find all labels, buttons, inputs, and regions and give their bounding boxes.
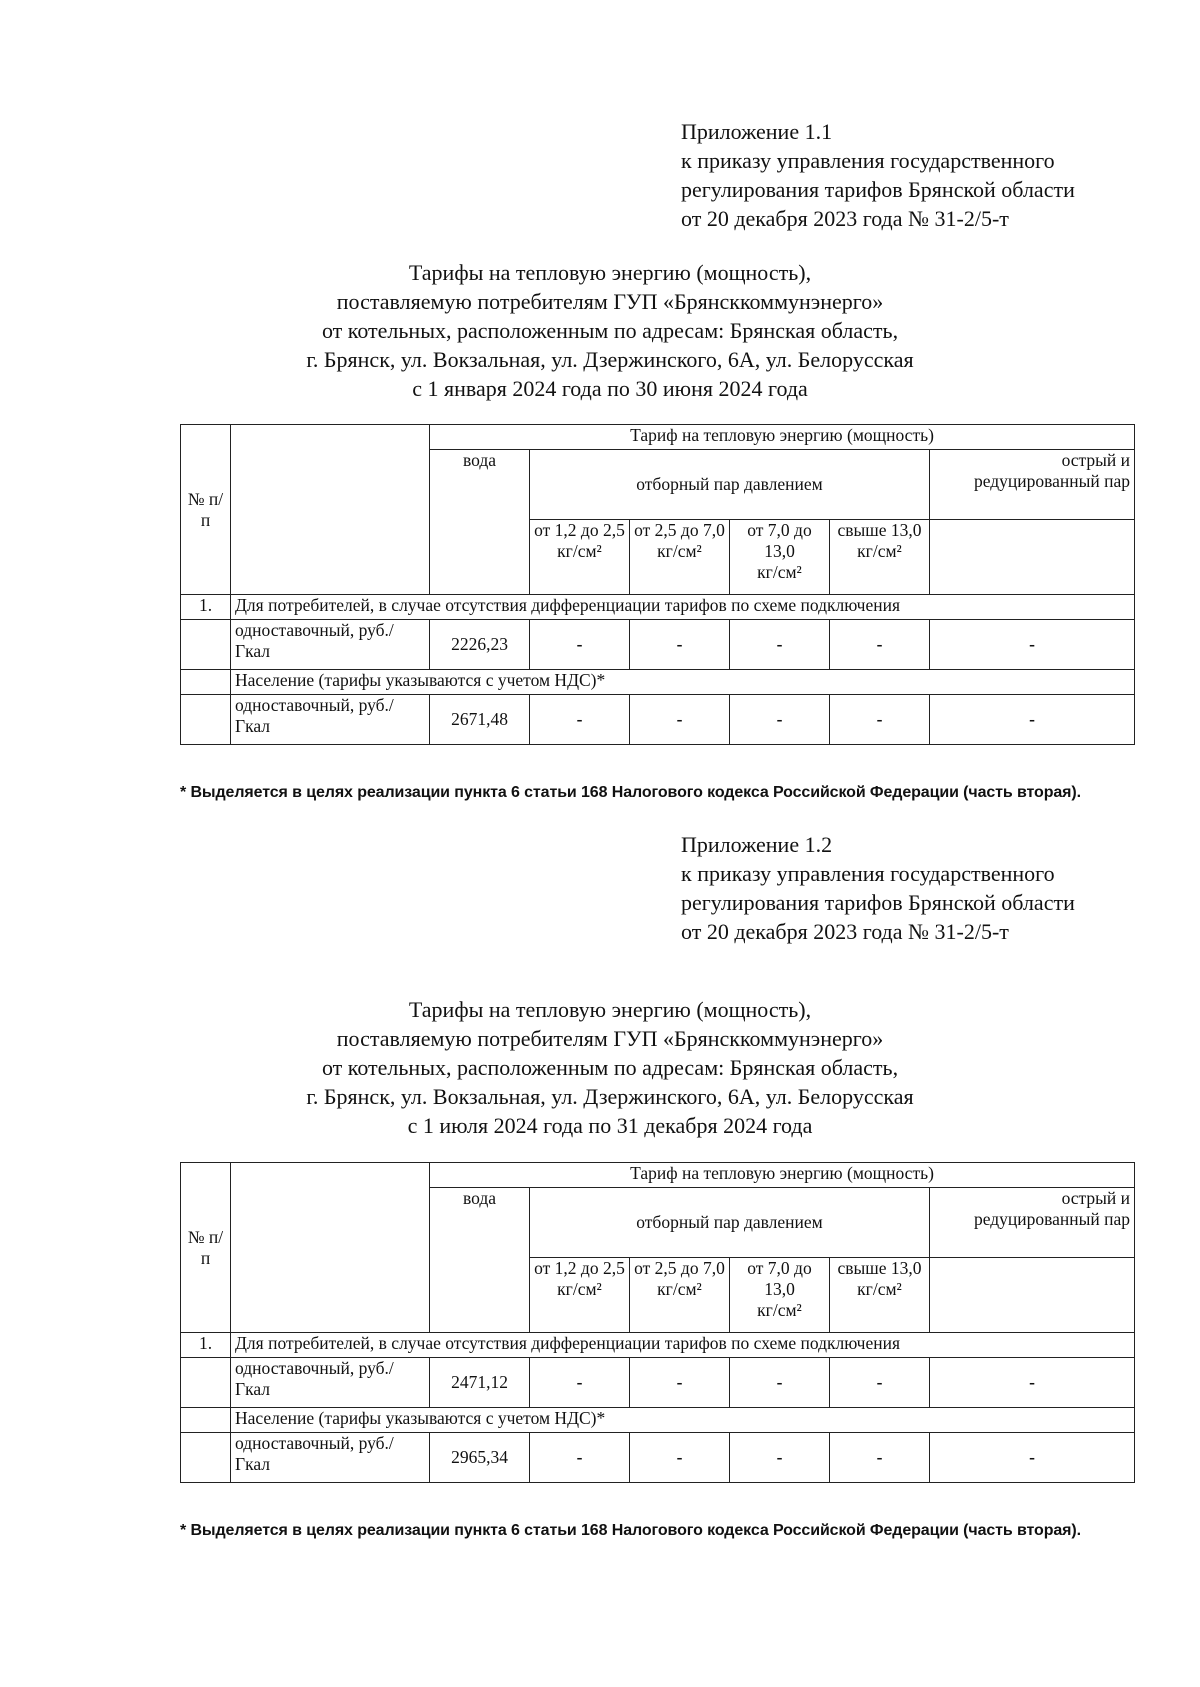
row-num-empty xyxy=(181,670,231,695)
tariff-title-2 xyxy=(180,995,1040,1140)
row-label: одноставочный, руб./Гкал xyxy=(231,695,430,745)
row-value-dash: - xyxy=(830,695,930,745)
title-line: г. Брянск, ул. Вокзальная, ул. Дзержинского, 6А, ул. Белорусская xyxy=(306,1084,914,1109)
row-value-dash: - xyxy=(630,620,730,670)
row-num-empty xyxy=(181,1433,231,1483)
header-empty xyxy=(231,1163,430,1333)
appendix-line: от 20 декабря 2023 года № 31-2/5-т xyxy=(681,206,1009,231)
row-value-dash: - xyxy=(530,695,630,745)
title-line: поставляемую потребителям ГУП «Брянсккоммунэнерго» xyxy=(336,289,884,314)
appendix-line: регулирования тарифов Брянской области xyxy=(681,177,1075,202)
header-tariff: Тариф на тепловую энергию (мощность) xyxy=(430,1163,1135,1188)
header-range-4: свыше 13,0 кг/см² xyxy=(830,520,930,595)
row-category-label: Население (тарифы указываются с учетом НДС)* xyxy=(231,1408,1135,1433)
appendix-header-2 xyxy=(681,830,1075,946)
row-value-water: 2471,12 xyxy=(430,1358,530,1408)
row-value-dash: - xyxy=(730,695,830,745)
row-value-dash: - xyxy=(930,620,1135,670)
title-line: поставляемую потребителям ГУП «Брянсккоммунэнерго» xyxy=(336,1026,884,1051)
appendix-line: от 20 декабря 2023 года № 31-2/5-т xyxy=(681,919,1009,944)
appendix-line: регулирования тарифов Брянской области xyxy=(681,890,1075,915)
row-value-dash: - xyxy=(830,620,930,670)
row-category-label: Население (тарифы указываются с учетом НДС)* xyxy=(231,670,1135,695)
appendix-line: к приказу управления государственного xyxy=(681,861,1055,886)
row-value-dash: - xyxy=(630,1358,730,1408)
header-range-2: от 2,5 до 7,0 кг/см² xyxy=(630,1258,730,1333)
row-category-label: Для потребителей, в случае отсутствия дифференциации тарифов по схеме подключения xyxy=(231,595,1135,620)
row-value-dash: - xyxy=(730,1358,830,1408)
row-num-empty xyxy=(181,620,231,670)
row-category-label: Для потребителей, в случае отсутствия дифференциации тарифов по схеме подключения xyxy=(231,1333,1135,1358)
header-range-4: свыше 13,0 кг/см² xyxy=(830,1258,930,1333)
row-num: 1. xyxy=(181,595,231,620)
title-line: Тарифы на тепловую энергию (мощность), xyxy=(408,260,812,285)
row-value-dash: - xyxy=(630,1433,730,1483)
tariff-table-2 xyxy=(180,1162,1135,1483)
row-num-empty xyxy=(181,1358,231,1408)
title-line: Тарифы на тепловую энергию (мощность), xyxy=(408,997,812,1022)
row-label: одноставочный, руб./Гкал xyxy=(231,620,430,670)
row-value-dash: - xyxy=(830,1358,930,1408)
row-label: одноставочный, руб./Гкал xyxy=(231,1433,430,1483)
row-value-dash: - xyxy=(730,1433,830,1483)
appendix-line: к приказу управления государственного xyxy=(681,148,1055,173)
header-range-3: от 7,0 до 13,0 кг/см² xyxy=(730,1258,830,1333)
row-value-dash: - xyxy=(630,695,730,745)
row-num-empty xyxy=(181,1408,231,1433)
footnote-1: * Выделяется в целях реализации пункта 6 статьи 168 Налогового кодекса Российской Федерации (часть вторая). xyxy=(180,784,1081,801)
tariff-table-1 xyxy=(180,424,1135,745)
header-water: вода xyxy=(430,450,530,595)
header-sharp: острый и редуцированный пар xyxy=(930,1188,1135,1258)
appendix-title: Приложение 1.1 xyxy=(681,119,833,144)
appendix-header-1 xyxy=(681,117,1075,233)
header-num: № п/п xyxy=(181,1163,231,1333)
header-sharp: острый и редуцированный пар xyxy=(930,450,1135,520)
row-value-dash: - xyxy=(930,1433,1135,1483)
tariff-title-1 xyxy=(180,258,1040,403)
header-range-3: от 7,0 до 13,0 кг/см² xyxy=(730,520,830,595)
header-water: вода xyxy=(430,1188,530,1333)
row-value-dash: - xyxy=(530,620,630,670)
header-steam: отборный пар давлением xyxy=(530,450,930,520)
header-steam: отборный пар давлением xyxy=(530,1188,930,1258)
row-value-dash: - xyxy=(530,1433,630,1483)
header-num: № п/п xyxy=(181,425,231,595)
row-num: 1. xyxy=(181,1333,231,1358)
header-sharp-empty xyxy=(930,1258,1135,1333)
row-label: одноставочный, руб./Гкал xyxy=(231,1358,430,1408)
row-value-water: 2226,23 xyxy=(430,620,530,670)
row-value-dash: - xyxy=(930,1358,1135,1408)
row-value-dash: - xyxy=(930,695,1135,745)
row-value-dash: - xyxy=(830,1433,930,1483)
header-range-2: от 2,5 до 7,0 кг/см² xyxy=(630,520,730,595)
row-value-water: 2671,48 xyxy=(430,695,530,745)
header-tariff: Тариф на тепловую энергию (мощность) xyxy=(430,425,1135,450)
title-line: с 1 января 2024 года по 30 июня 2024 года xyxy=(412,376,808,401)
row-value-dash: - xyxy=(730,620,830,670)
header-sharp-empty xyxy=(930,520,1135,595)
title-line: от котельных, расположенным по адресам: Брянская область, xyxy=(321,1055,899,1080)
header-range-1: от 1,2 до 2,5 кг/см² xyxy=(530,520,630,595)
header-empty xyxy=(231,425,430,595)
title-line: от котельных, расположенным по адресам: Брянская область, xyxy=(321,318,899,343)
appendix-title: Приложение 1.2 xyxy=(681,832,833,857)
row-num-empty xyxy=(181,695,231,745)
row-value-dash: - xyxy=(530,1358,630,1408)
title-line: г. Брянск, ул. Вокзальная, ул. Дзержинского, 6А, ул. Белорусская xyxy=(306,347,914,372)
title-line: с 1 июля 2024 года по 31 декабря 2024 года xyxy=(407,1113,813,1138)
footnote-2: * Выделяется в целях реализации пункта 6 статьи 168 Налогового кодекса Российской Федерации (часть вторая). xyxy=(180,1522,1081,1539)
row-value-water: 2965,34 xyxy=(430,1433,530,1483)
header-range-1: от 1,2 до 2,5 кг/см² xyxy=(530,1258,630,1333)
